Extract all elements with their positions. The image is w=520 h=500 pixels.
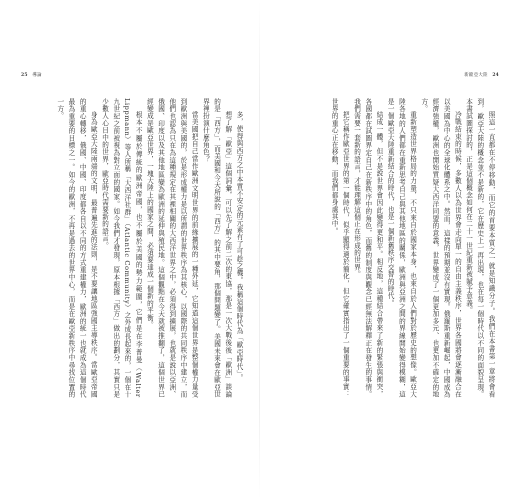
left-section-title: 導論 [32, 73, 42, 78]
right-paragraph: 冷戰結束的時候，多數人以為世界會走向單一的自由主義秩序，世界各國將會逐漸融合在以美國為中心的全球化體系之中。然而，這樣的預期並沒有實現。俄羅斯重新崛起，中國成為經濟強權，歐洲也開始質疑大西洋同盟的意義，世界變成了一個更加多元、也更加不確定的地方。 [419, 98, 462, 398]
right-running-head [464, 72, 502, 78]
right-page [260, 0, 520, 500]
right-paragraph: 照這一直都在不停移動，而它的首要本質之一就是知識分子。我們在本書第一章將會看到，歐亞大陸的概念並不是新的，它在歷史上一再出現，也在每一個時代以不同的面貌呈現。本書試圖探討的，正是這個概念如何在二十一世紀重新被賦予意義。 [464, 98, 495, 398]
left-paragraph: 根本不屬於傳統的歐洲帝國，也不屬於美國的勢力範圍，它們是在李普曼（Walter Lippmann）等人所稱「大西洋社群」（Atlantic Community）之外成長起來的，一個在十九世紀之前被視為對立面的國家。如今我們才發現，原本根據「西方」做出的劃分，其實只是少數人心目中的世界，歐亞時代需要新的語言。 [100, 98, 143, 398]
right-body-text [276, 98, 496, 398]
left-body-text [22, 98, 244, 398]
left-paragraph: 多，使得與西方之中本質不安定的元素有了可趁之機。我稱這個時代為「歐亞時代」。 [235, 111, 243, 382]
right-page-number: 24 [492, 73, 499, 78]
left-paragraph: 當美國把自己當作歐洲文明世界的前緣擴展的一種外延，它知道這個世界是整個權力量受到歐洲與美國的，於是形成權力是以所謂的世界秩序為其核心，以國際的共同秩序中建立，而他們也認為只在為這種規定在其裡相關的大西洋世界之中，必須得到擴展，也就是說以亞洲、俄國、印度以及其他地區變為歐洲的延伸與殖民地。這個觀點在今天就被推翻了，這個世界已經變成是歐亞世界，一塊大陸上的國家之間，必須要達成一個新的平衡。 [145, 98, 199, 398]
right-paragraph: 結成一體，但不是說世界會因此變得更和平。相反地，這種結合帶來了新的緊張與衝突，各國都在試圖界定自己在新秩序中的角色，而舊的制度與觀念已經無法解釋正在發生的事情。我們需要一套新的語言，才能理解這個正在形成的世界。 [352, 98, 383, 398]
left-running-head [18, 72, 42, 78]
left-page-number: 25 [21, 73, 28, 78]
right-paragraph: 把它稱作歐亞世界的第一個時代，似乎顯得過於簡化，但它確實指出了一個重要的事實：世界的重心正在移動，而我們都身處其中。 [330, 98, 350, 398]
right-section-title: 新歐亞大陸 [464, 73, 488, 78]
left-paragraph: 想了解「歐亞」這個詞彙，可以先了解之前二次的東協，那是一次大戰後後「歐洲」談論的是「西方」，而美國和今天所說的「西方」的其中要角，那個問題變了。美國未來會在歐亞世界裡扮演什麼角色？ [201, 98, 232, 398]
right-paragraph: 重新塑造世界格局的力量，不只來自於國家本身，也來自於人們對於歷史的想像。歐亞大陸各地的人們都在重新思考自己與其他地區的關係，歐洲與亞洲之間的界線開始變得模糊，這是一個歐亞大陸重新結合的時代，也是一個新舊秩序交替的時代。 [386, 98, 417, 398]
left-paragraph: 身為歐亞大陸兩端的文明，最普遍先進的法則，是不要讓地區強國主導秩序。當歐亞帝國的重心轉移，俄國、中國、印度都各自以不同的方式重建權力，歐洲的統一也就成為這個時代最為重要的目標之一。如今的歐洲，不再是過去的世界中心，而是在歐亞新秩序中尋找位置的一方。 [55, 98, 98, 398]
